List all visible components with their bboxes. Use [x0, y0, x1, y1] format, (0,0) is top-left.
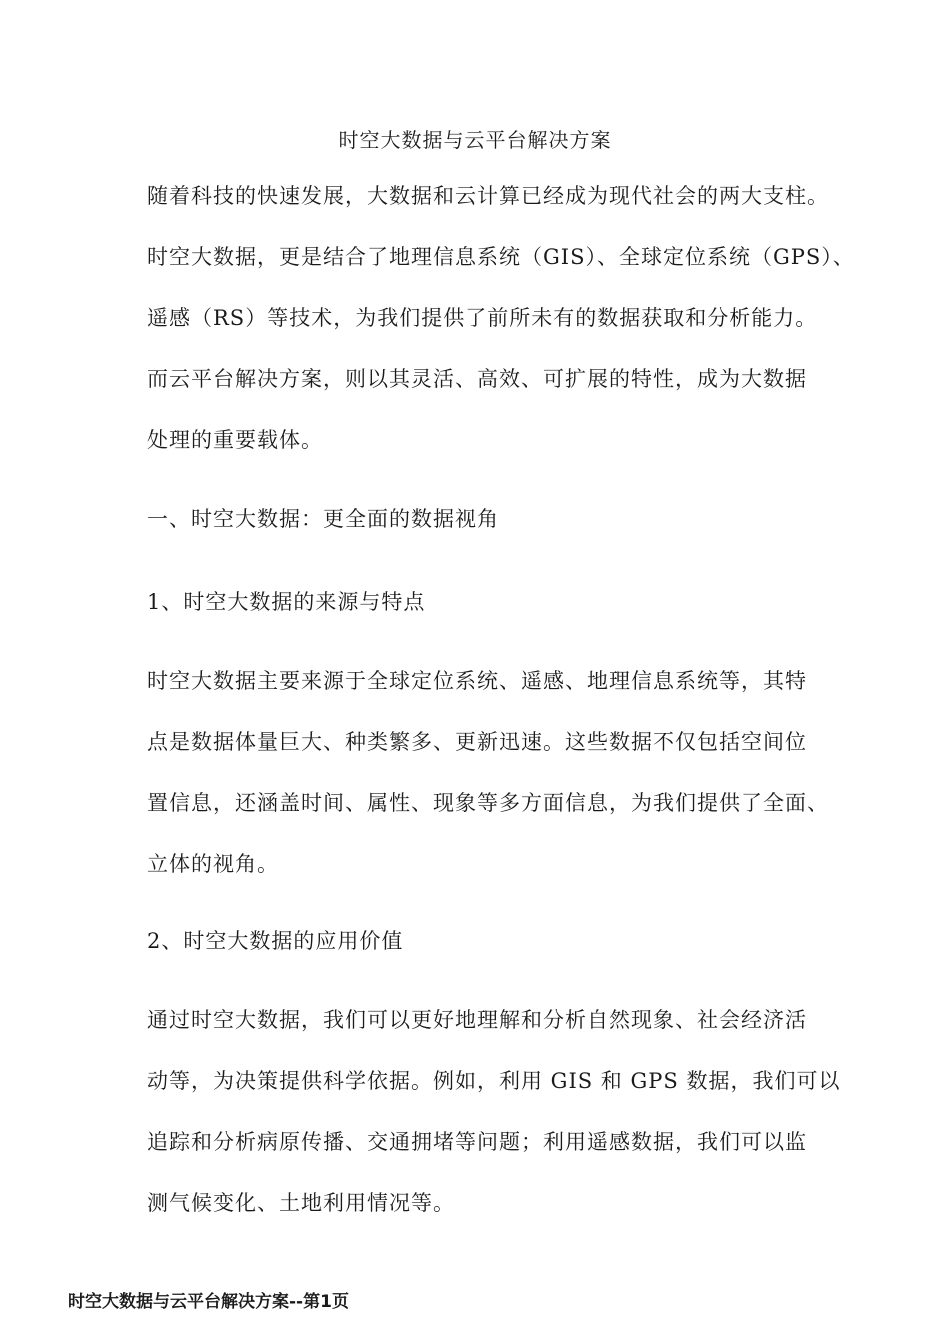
subsection-heading: 2、时空大数据的应用价值 — [147, 929, 404, 953]
paragraph-line: 随着科技的快速发展，大数据和云计算已经成为现代社会的两大支柱。 — [147, 184, 829, 208]
paragraph-line: 测气候变化、土地利用情况等。 — [147, 1191, 455, 1215]
paragraph-line: 点是数据体量巨大、种类繁多、更新迅速。这些数据不仅包括空间位 — [147, 730, 807, 754]
page-footer: 时空大数据与云平台解决方案--第1页 — [68, 1292, 349, 1312]
paragraph-line: 而云平台解决方案，则以其灵活、高效、可扩展的特性，成为大数据 — [147, 367, 807, 391]
paragraph-line: 时空大数据，更是结合了地理信息系统（GIS）、全球定位系统（GPS）、 — [147, 245, 855, 269]
paragraph-line: 时空大数据主要来源于全球定位系统、遥感、地理信息系统等，其特 — [147, 669, 807, 693]
paragraph-line: 通过时空大数据，我们可以更好地理解和分析自然现象、社会经济活 — [147, 1008, 807, 1032]
paragraph-line: 处理的重要载体。 — [147, 428, 323, 452]
document-title: 时空大数据与云平台解决方案 — [338, 128, 612, 152]
paragraph-line: 动等，为决策提供科学依据。例如，利用 GIS 和 GPS 数据，我们可以 — [147, 1069, 841, 1093]
paragraph-line: 追踪和分析病原传播、交通拥堵等问题；利用遥感数据，我们可以监 — [147, 1130, 807, 1154]
value-paragraph — [147, 990, 841, 1234]
paragraph-line: 遥感（RS）等技术，为我们提供了前所未有的数据获取和分析能力。 — [147, 306, 818, 330]
subsection-heading: 1、时空大数据的来源与特点 — [147, 590, 426, 614]
paragraph-line: 立体的视角。 — [147, 852, 279, 876]
paragraph-line: 置信息，还涵盖时间、属性、现象等多方面信息，为我们提供了全面、 — [147, 791, 829, 815]
section-heading: 一、时空大数据：更全面的数据视角 — [147, 507, 499, 531]
intro-paragraph — [147, 166, 855, 471]
sources-paragraph — [147, 651, 827, 895]
